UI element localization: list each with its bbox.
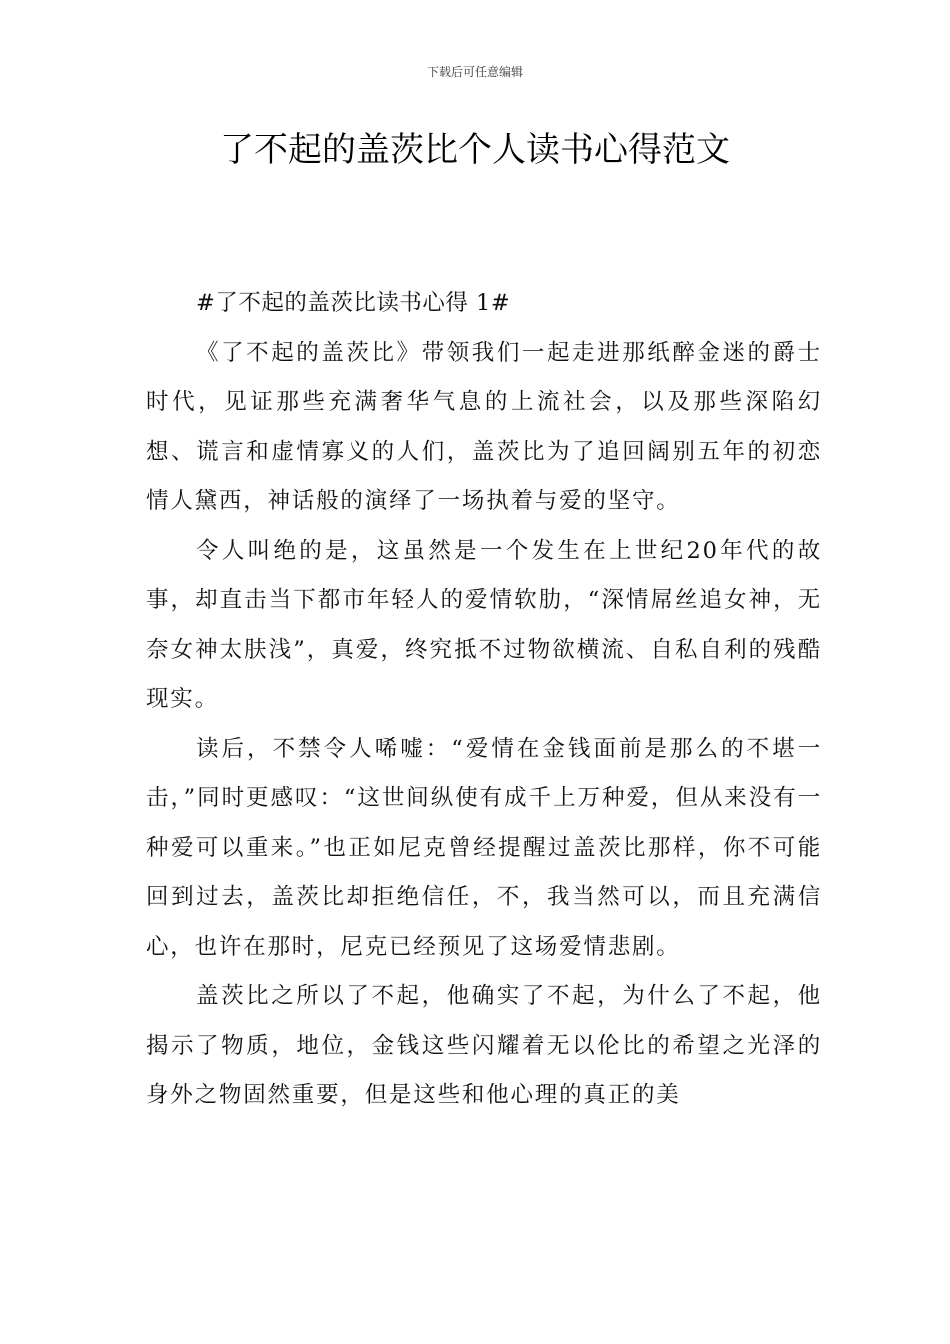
document-title: 了不起的盖茨比个人读书心得范文 [220, 130, 730, 170]
document-body [146, 279, 822, 1121]
paragraph-4: 盖茨比之所以了不起，他确实了不起，为什么了不起，他揭示了物质，地位，金钱这些闪耀着无以伦比的希望之光泽的身外之物固然重要，但是这些和他心理的真正的美 [146, 983, 822, 1108]
paragraph-2: 令人叫绝的是，这虽然是一个发生在上世纪20年代的故事，却直击当下都市年轻人的爱情软肋，“深情屌丝追女神，无奈女神太肤浅”，真爱，终究抵不过物欲横流、自私自利的残酷现实。 [146, 537, 822, 712]
header-note: 下载后可任意编辑 [426, 65, 523, 79]
paragraph-3: 读后，不禁令人唏嘘：“爱情在金钱面前是那么的不堪一击，”同时更感叹：“这世间纵使有成千上万种爱，但从来没有一种爱可以重来。”也正如尼克曾经提醒过盖茨比那样，你不可能回到过去，盖茨比却拒绝信任，不，我当然可以，而且充满信心，也许在那时，尼克已经预见了这场爱情悲剧。 [146, 735, 822, 960]
paragraph-1: 《了不起的盖茨比》带领我们一起走进那纸醉金迷的爵士时代，见证那些充满奢华气息的上流社会，以及那些深陷幻想、谎言和虚情寡义的人们，盖茨比为了追回阔别五年的初恋情人黛西，神话般的演绎了一场执着与爱的坚守。 [146, 339, 822, 514]
section-heading: #了不起的盖茨比读书心得 1# [196, 290, 511, 316]
